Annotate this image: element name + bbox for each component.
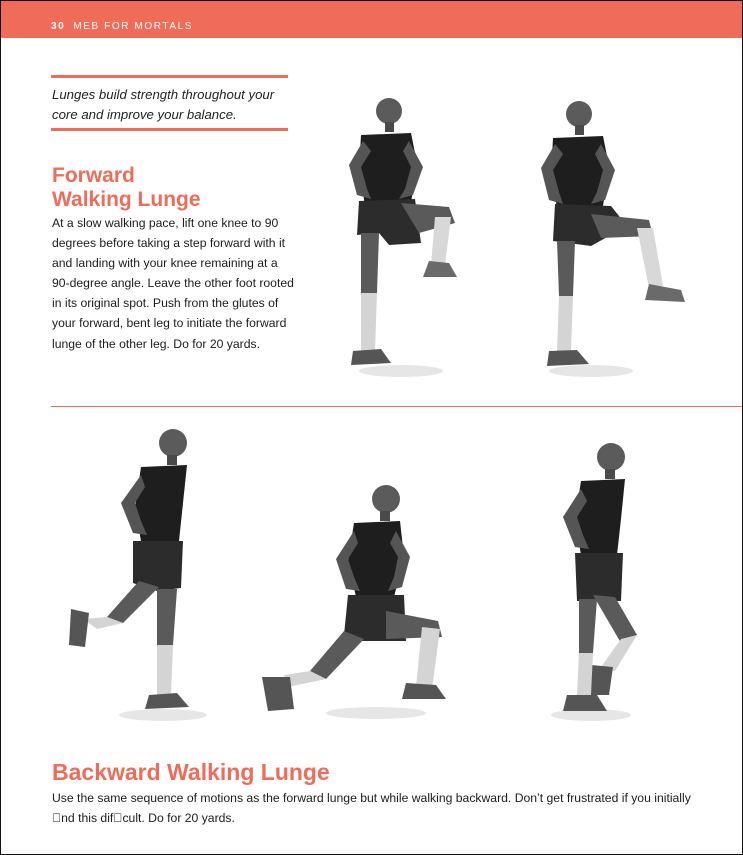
- callout-rule-bottom: [51, 128, 288, 131]
- runner-knee-lift-photo: [331, 93, 471, 383]
- page-number: 30: [51, 21, 66, 32]
- runner-high-knee-photo: [531, 96, 701, 386]
- forward-lunge-title: [52, 164, 252, 212]
- backward-lunge-title: Backward Walking Lunge: [52, 759, 330, 785]
- forward-lunge-body: At a slow walking pace, lift one knee to 90 degrees before taking a step forward with it and landing with your knee remaining at a 90-degree angle. Leave the other foot rooted in its original spot. Push from the glutes of your forward, bent leg to initiate the forward lunge of the other leg. Do for 20 yards.: [52, 216, 294, 351]
- forward-lunge-title-line1: Forward: [52, 164, 135, 187]
- backward-lunge-body: Use the same sequence of motions as the forward lunge but while walking backward. Don’t get frustrated if you initially  nd this dif cult. Do for 20 yards.: [52, 791, 691, 826]
- callout-text: Lunges build strength throughout your core and improve your balance.: [52, 87, 275, 122]
- callout-rule-top: [51, 75, 288, 78]
- forward-lunge-title-line2: Walking Lunge: [52, 188, 201, 211]
- running-title: MEB FOR MORTALS: [73, 21, 194, 32]
- section-divider: [51, 406, 742, 407]
- runner-backward-stand-photo: [63, 423, 223, 728]
- header-band: [1, 1, 742, 38]
- running-header: [51, 21, 193, 32]
- runner-lunge-photo: [256, 481, 456, 731]
- runner-backward-step-photo: [541, 439, 691, 729]
